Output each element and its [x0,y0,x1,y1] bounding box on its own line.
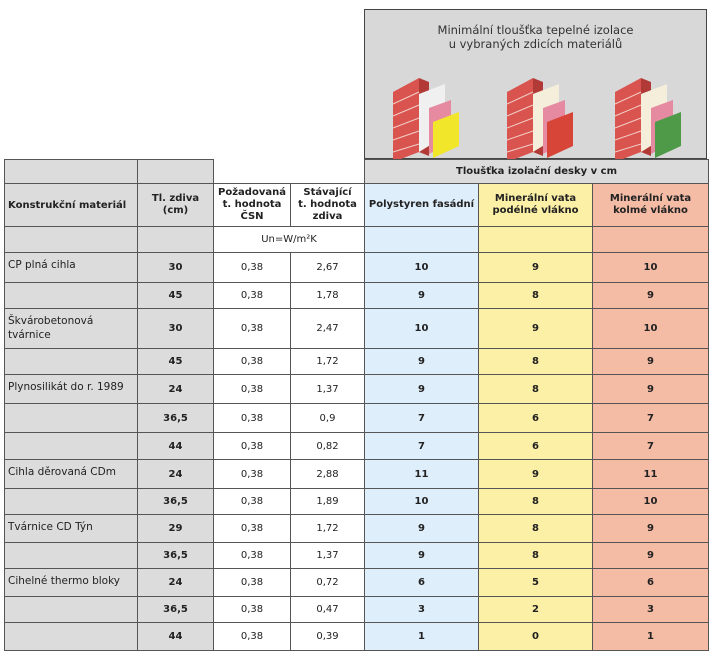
polystyrene-cell: 10 [365,253,479,283]
wall-thickness-cell: 36,5 [138,489,214,515]
col-existing-header: Stávající t. hodnota zdiva [291,184,365,227]
material-cell [5,489,138,515]
existing-value-cell: 0,39 [291,623,365,651]
material-cell [5,543,138,569]
mineral-perp-cell: 6 [593,569,709,597]
polystyrene-cell: 9 [365,283,479,309]
mineral-perp-cell: 9 [593,375,709,404]
table-row [5,597,709,623]
polystyrene-cell: 1 [365,623,479,651]
existing-value-cell: 2,67 [291,253,365,283]
required-value-cell: 0,38 [214,433,291,460]
table-row [5,489,709,515]
required-value-cell: 0,38 [214,375,291,404]
mineral-perp-cell: 7 [593,404,709,433]
existing-value-cell: 2,88 [291,460,365,489]
mineral-long-cell: 9 [479,309,593,349]
mineral-long-cell: 8 [479,543,593,569]
table-row [5,433,709,460]
mineral-perp-cell: 7 [593,433,709,460]
polystyrene-cell: 3 [365,597,479,623]
title-line-2: u vybraných zdicích materiálů [448,37,623,51]
material-cell: Plynosilikát do r. 1989 [5,375,138,404]
wall-thickness-cell: 36,5 [138,543,214,569]
existing-value-cell: 1,89 [291,489,365,515]
required-value-cell: 0,38 [214,623,291,651]
insulation-table [4,159,709,651]
required-value-cell: 0,38 [214,515,291,543]
polystyrene-cell: 10 [365,489,479,515]
material-cell [5,433,138,460]
existing-value-cell: 0,72 [291,569,365,597]
table-row [5,543,709,569]
material-cell [5,597,138,623]
mineral-perp-cell: 9 [593,515,709,543]
mineral-long-cell: 5 [479,569,593,597]
required-value-cell: 0,38 [214,404,291,433]
wall-thickness-cell: 45 [138,349,214,375]
wall-thickness-cell: 29 [138,515,214,543]
mineral-perp-cell: 3 [593,597,709,623]
polystyrene-cell: 9 [365,349,479,375]
col-mineral-perp-header: Minerální vata kolmé vlákno [593,184,709,227]
existing-value-cell: 1,37 [291,375,365,404]
required-value-cell: 0,38 [214,283,291,309]
table-row [5,404,709,433]
polystyrene-cell: 9 [365,543,479,569]
existing-value-cell: 1,72 [291,515,365,543]
polystyrene-cell: 10 [365,309,479,349]
wall-mineral-long-illustration [503,72,577,162]
table-row [5,623,709,651]
existing-value-cell: 0,82 [291,433,365,460]
column-header-row [5,184,709,227]
material-cell [5,349,138,375]
polystyrene-cell: 7 [365,404,479,433]
wall-mineral-perp-illustration [611,72,685,162]
wall-thickness-cell: 44 [138,433,214,460]
mineral-long-cell: 8 [479,349,593,375]
group-header-row [5,160,709,184]
material-cell: Tvárnice CD Týn [5,515,138,543]
mineral-long-cell: 6 [479,433,593,460]
table-row [5,309,709,349]
mineral-long-cell: 2 [479,597,593,623]
required-value-cell: 0,38 [214,597,291,623]
wall-thickness-cell: 30 [138,309,214,349]
title-panel [364,9,707,159]
existing-value-cell: 2,47 [291,309,365,349]
material-cell: Cihelné thermo bloky [5,569,138,597]
col-mineral-long-header: Minerální vata podélné vlákno [479,184,593,227]
existing-value-cell: 1,78 [291,283,365,309]
mineral-long-cell: 9 [479,253,593,283]
mineral-long-cell: 8 [479,375,593,404]
mineral-perp-cell: 10 [593,489,709,515]
polystyrene-cell: 7 [365,433,479,460]
material-cell: CP plná cihla [5,253,138,283]
mineral-perp-cell: 10 [593,309,709,349]
col-polystyrene-header: Polystyren fasádní [365,184,479,227]
wall-thickness-cell: 30 [138,253,214,283]
required-value-cell: 0,38 [214,309,291,349]
material-cell [5,283,138,309]
col-material-header: Konstrukční materiál [5,184,138,227]
wall-thickness-cell: 24 [138,569,214,597]
required-value-cell: 0,38 [214,489,291,515]
table-row [5,460,709,489]
material-cell: Škvárobetonová tvárnice [5,309,138,349]
table-row [5,283,709,309]
material-cell [5,404,138,433]
mineral-perp-cell: 1 [593,623,709,651]
existing-value-cell: 0,9 [291,404,365,433]
mineral-perp-cell: 10 [593,253,709,283]
units-label: Un=W/m²K [214,227,365,253]
existing-value-cell: 1,72 [291,349,365,375]
units-row [5,227,709,253]
col-required-header: Požadovaná t. hodnota ČSN [214,184,291,227]
thickness-group-header: Tloušťka izolační desky v cm [365,160,709,184]
mineral-long-cell: 0 [479,623,593,651]
wall-thickness-cell: 44 [138,623,214,651]
mineral-long-cell: 8 [479,515,593,543]
wall-thickness-cell: 24 [138,460,214,489]
mineral-perp-cell: 11 [593,460,709,489]
required-value-cell: 0,38 [214,349,291,375]
mineral-long-cell: 6 [479,404,593,433]
mineral-perp-cell: 9 [593,543,709,569]
polystyrene-cell: 9 [365,375,479,404]
required-value-cell: 0,38 [214,253,291,283]
polystyrene-cell: 11 [365,460,479,489]
required-value-cell: 0,38 [214,543,291,569]
required-value-cell: 0,38 [214,569,291,597]
existing-value-cell: 1,37 [291,543,365,569]
mineral-perp-cell: 9 [593,283,709,309]
material-cell: Cihla děrovaná CDm [5,460,138,489]
material-cell [5,623,138,651]
mineral-long-cell: 8 [479,283,593,309]
wall-polystyrene-illustration [389,72,463,162]
existing-value-cell: 0,47 [291,597,365,623]
table-row [5,515,709,543]
mineral-perp-cell: 9 [593,349,709,375]
polystyrene-cell: 6 [365,569,479,597]
table-row [5,349,709,375]
required-value-cell: 0,38 [214,460,291,489]
title-line-1: Minimální tloušťka tepelné izolace [437,23,634,37]
wall-thickness-cell: 36,5 [138,597,214,623]
table-row [5,253,709,283]
table-row [5,569,709,597]
col-wall-thickness-header: Tl. zdiva (cm) [138,184,214,227]
figure-title [365,23,706,51]
wall-thickness-cell: 45 [138,283,214,309]
wall-thickness-cell: 24 [138,375,214,404]
polystyrene-cell: 9 [365,515,479,543]
mineral-long-cell: 8 [479,489,593,515]
wall-thickness-cell: 36,5 [138,404,214,433]
table-row [5,375,709,404]
mineral-long-cell: 9 [479,460,593,489]
